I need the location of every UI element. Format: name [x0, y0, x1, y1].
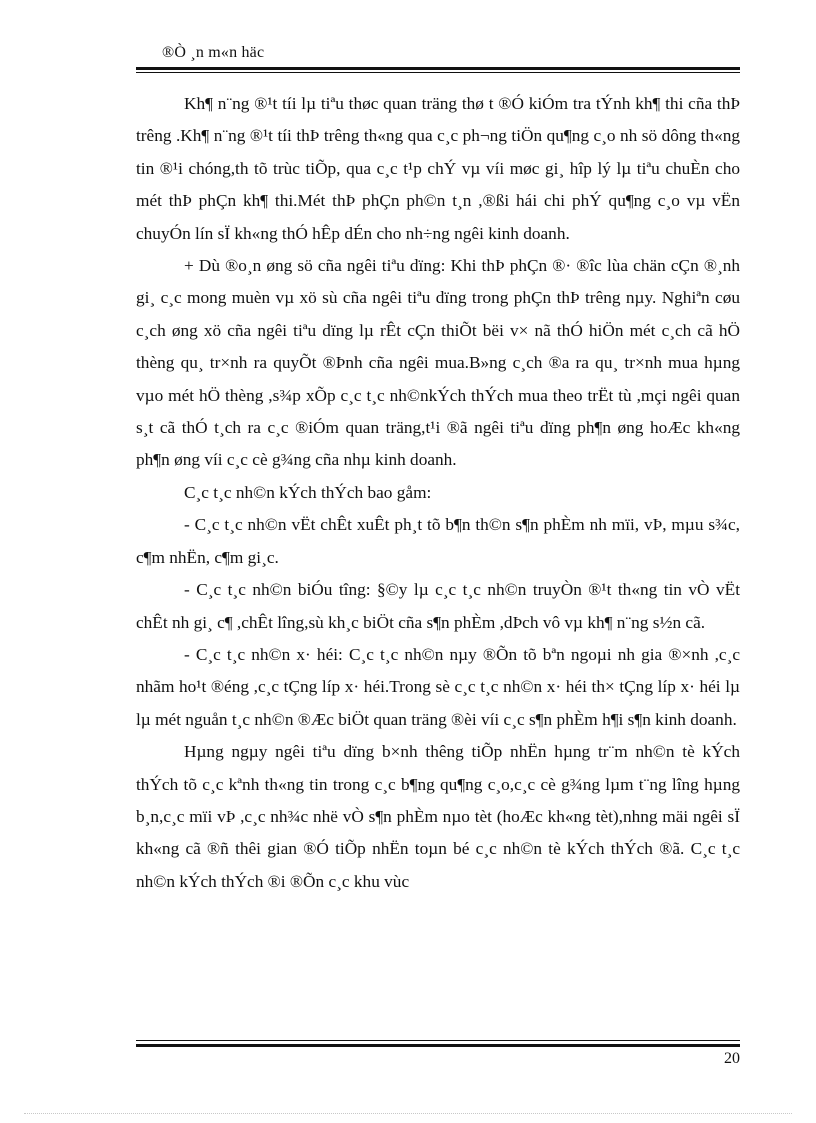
- paragraph: C¸c t¸c nh©n kÝch thÝch bao gåm:: [184, 482, 432, 502]
- page-bottom-dotted-edge: [24, 1113, 792, 1114]
- page-number: 20: [724, 1050, 740, 1067]
- paragraph: + Dù ®o¸n øng sö cña ngêi tiªu dïng: Khi thÞ phÇn ®· ®îc lùa chän cÇn ®¸nh gi¸ c¸c mong muèn vµ xö sù cña ngêi tiªu dïng trong phÇn thÞ trêng nµy. Nghiªn cøu c¸ch øng xö cña ngêi tiªu dïng lµ rÊt cÇn thiÕt bëi v× nã thÓ hiÖn mét c¸ch cã hÖ thèng qu¸ tr×nh ra quyÕt ®Þnh cña ngêi mua.B»ng c¸ch ®a ra qu¸ tr×nh mua hµng vµo mét hÖ thèng ,s¾p xÕp c¸c t¸c nh©nkÝch thÝch mua theo trËt tù ,mçi ngêi quan s¸t cã thÓ t¸ch ra c¸c ®iÓm quan träng,t¹i ®ã ngêi tiªu dïng ph¶n øng hoÆc kh«ng ph¶n øng víi c¸c cè g¾ng cña nhµ kinh doanh.: [136, 256, 740, 470]
- header-title: ®Ò ¸n m«n häc: [162, 44, 265, 61]
- body-text: [136, 88, 740, 898]
- paragraph: Kh¶ n¨ng ®¹t tíi lµ tiªu thøc quan träng thø t ®Ó kiÓm tra tÝnh kh¶ thi cña thÞ trêng .Kh¶ n¨ng ®¹t tíi thÞ trêng th«ng qua c¸c ph¬ng tiÖn qu¶ng c¸o nh sö dông th«ng tin ®¹i chóng,th tõ trùc tiÕp, qua c¸c t¹p chÝ vµ víi møc gi¸ hîp lý lµ tiªu chuÈn cho mét thÞ phÇn kh¶ thi.Mét thÞ phÇn ph©n t¸n ,®ßi hái chi phÝ qu¶ng c¸o vµ vËn chuyÓn lín sÏ kh«ng thÓ hÊp dÉn cho nh÷ng ngêi kinh doanh.: [136, 94, 740, 243]
- paragraph: - C¸c t¸c nh©n biÓu tîng: §©y lµ c¸c t¸c nh©n truyÒn ®¹t th«ng tin vÒ vËt chÊt nh gi¸ c¶ ,chÊt lîng,sù kh¸c biÖt cña s¶n phÈm ,dÞch vô vµ kh¶ n¨ng s½n cã.: [136, 580, 740, 632]
- paragraph: Hµng ngµy ngêi tiªu dïng b×nh thêng tiÕp nhËn hµng tr¨m nh©n tè kÝch thÝch tõ c¸c kªnh th«ng tin trong c¸c b¶ng qu¶ng c¸o,c¸c cè g¾ng lµm t¨ng lîng hµng b¸n,c¸c mïi vÞ ,c¸c nh¾c nhë vÒ s¶n phÈm nµo tèt (hoÆc kh«ng tèt),nhng mäi ngêi sÏ kh«ng cã ®ñ thêi gian ®Ó tiÕp nhËn toµn bé c¸c nh©n tè kÝch thÝch ®ã. C¸c t¸c nh©n kÝch thÝch ®i ®Õn c¸c khu vùc: [136, 742, 740, 891]
- header-rule-thin: [136, 72, 740, 73]
- paragraph: - C¸c t¸c nh©n vËt chÊt xuÊt ph¸t tõ b¶n th©n s¶n phÈm nh mïi, vÞ, mµu s¾c, c¶m nhËn, c¶m gi¸c.: [136, 515, 740, 567]
- paragraph: - C¸c t¸c nh©n x· héi: C¸c t¸c nh©n nµy ®Õn tõ bªn ngoµi nh gia ®×nh ,c¸c nhãm ho¹t ®éng ,c¸c tÇng líp x· héi.Trong sè c¸c t¸c nh©n x· héi th× tÇng líp x· héi lµ lµ mét nguån t¸c nh©n ®Æc biÖt quan träng ®èi víi c¸c s¶n phÈm h¶i s¶n kinh doanh.: [136, 644, 740, 729]
- footer-rule-thin: [136, 1040, 740, 1041]
- footer-rule-thick: [136, 1044, 740, 1047]
- header-rule-thick: [136, 67, 740, 70]
